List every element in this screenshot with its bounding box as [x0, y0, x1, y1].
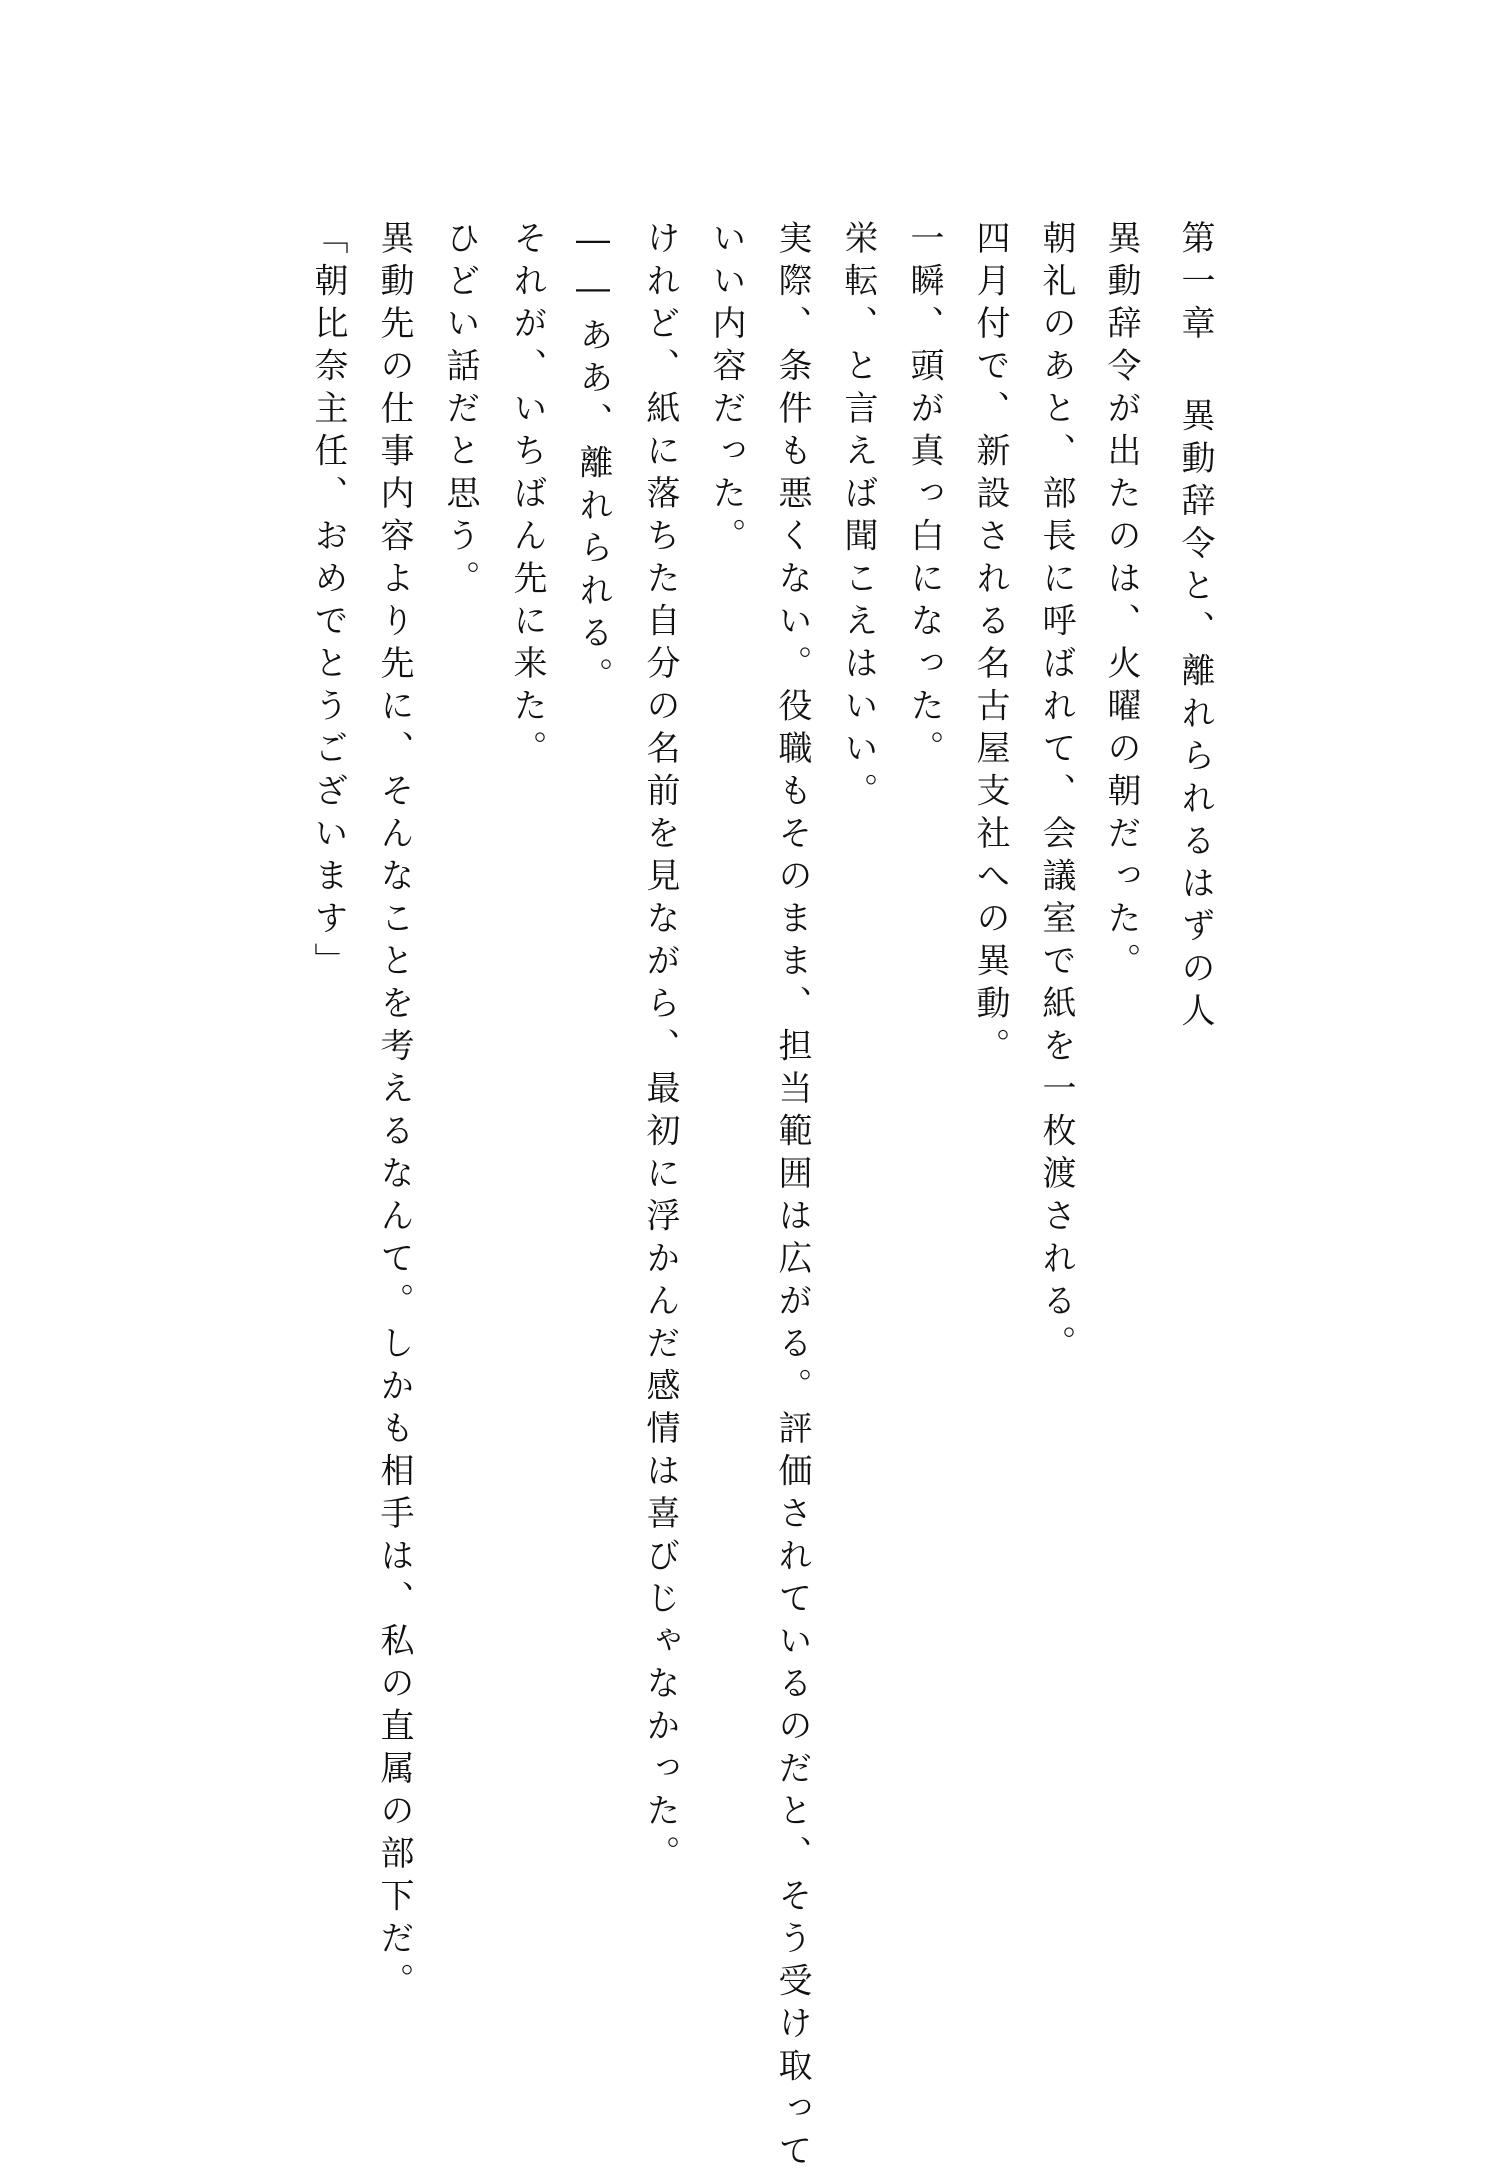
- body-line: ひどい話だと思う。: [440, 220, 480, 603]
- body-line: 朝礼のあと、部長に呼ばれて、会議室で紙を一枚渡される。: [1036, 220, 1076, 1368]
- body-line: 実際、条件も悪くない。役職もそのまま、担当範囲は広がる。評価されているのだと、そう受け取って: [772, 220, 812, 2175]
- body-line: 「朝比奈主任、おめでとうございます」: [308, 220, 348, 985]
- body-line: けれど、紙に落ちた自分の名前を見ながら、最初に浮かんだ感情は喜びじゃなかった。: [640, 220, 680, 1878]
- body-line: 一瞬、頭が真っ白になった。: [904, 220, 944, 773]
- body-line: 異動先の仕事内容より先に、そんなことを考えるなんて。しかも相手は、私の直属の部下だ。: [374, 220, 414, 2005]
- body-line: 異動辞令が出たのは、火曜の朝だった。: [1101, 220, 1141, 985]
- body-line: いい内容だった。: [706, 220, 746, 560]
- body-line: それが、いちばん先に来た。: [507, 220, 547, 773]
- body-line: ――ああ、離れられる。: [573, 220, 613, 700]
- chapter-title: 異動辞令と、離れられるはずの人: [1175, 397, 1215, 1035]
- chapter-number: 第一章: [1175, 220, 1215, 348]
- body-line: 栄転、と言えば聞こえはいい。: [838, 220, 878, 815]
- chapter-heading: [1175, 220, 1215, 1035]
- body-line: 四月付で、新設される名古屋支社への異動。: [970, 220, 1010, 1070]
